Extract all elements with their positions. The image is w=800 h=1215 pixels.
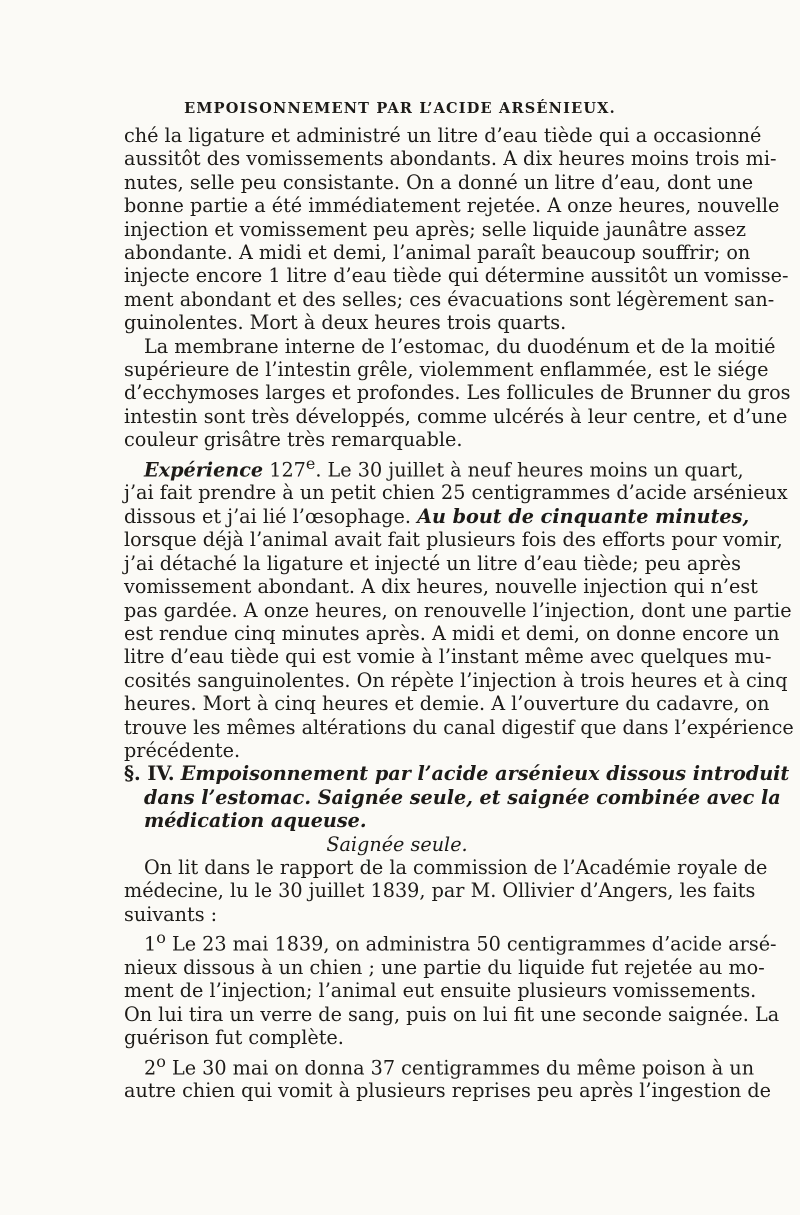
text-line: ché la ligature et administré un litre d’eau tiède qui a occasionné xyxy=(124,124,762,147)
text-line: injection et vomissement peu après; selle liquide jaunâtre assez xyxy=(124,217,747,241)
experience-line: heures. Mort à cinq heures et demie. A l’ouverture du cadavre, on xyxy=(124,692,770,716)
experience-line: cosités sanguinolentes. On répète l’injection à trois heures et à cinq xyxy=(124,668,788,692)
intro-paragraphs xyxy=(124,124,791,452)
experience-line: lorsque déjà l’animal avait fait plusieurs fois des efforts pour vomir, xyxy=(124,528,783,552)
experience-line: trouve les mêmes altérations du canal digestif que dans l’expérience xyxy=(124,715,794,739)
experience-line: pas gardée. A onze heures, on renouvelle l’injection, dont une partie xyxy=(124,598,792,622)
section-title-part: Empoisonnement par l’acide arsénieux dissous introduit xyxy=(180,762,790,786)
text-line: couleur grisâtre très remarquable. xyxy=(124,428,463,452)
text-line: intestin sont très développés, comme ulcérés à leur centre, et d’une xyxy=(124,404,788,428)
subheading: Saignée seule. xyxy=(326,832,468,856)
text-line: nutes, selle peu consistante. On a donné un litre d’eau, dont une xyxy=(124,170,754,194)
experience-line-part: dissous et j’ai lié l’œsophage. xyxy=(124,504,412,528)
case-1-line: ment de l’injection; l’animal eut ensuite plusieurs vomissements. xyxy=(124,979,757,1003)
report-line: On lit dans le rapport de la commission de l’Académie royale de xyxy=(144,855,768,879)
experience-127-body xyxy=(124,528,794,739)
experience-first-line-text: . Le 30 juillet à neuf heures moins un quart, xyxy=(315,458,744,482)
experience-italic-phrase: Au bout de cinquante minutes, xyxy=(417,504,750,528)
case-1-first-line xyxy=(124,926,777,956)
experience-label: Expérience xyxy=(144,458,264,482)
experience-line: vomissement abondant. A dix heures, nouvelle injection qui n’est xyxy=(124,575,758,599)
case-1-line: guérison fut complète. xyxy=(124,1026,344,1050)
text-line: aussitôt des vomissements abondants. A dix heures moins trois mi- xyxy=(124,147,777,171)
text-line: injecte encore 1 litre d’eau tiède qui détermine aussitôt un vomisse- xyxy=(124,264,789,288)
experience-line: litre d’eau tiède qui est vomie à l’instant même avec quelques mu- xyxy=(124,645,772,669)
case-text: Le 30 mai on donna 37 centigrammes du même poison à un xyxy=(165,1056,755,1080)
section-heading-line: dans l’estomac. Saignée seule, et saignée combinée avec la xyxy=(144,785,781,809)
text-line: bonne partie a été immédiatement rejetée. A onze heures, nouvelle xyxy=(124,194,780,218)
report-line: médecine, lu le 30 juillet 1839, par M. Ollivier d’Angers, les faits xyxy=(124,879,756,903)
experience-number-suffix: e xyxy=(305,453,316,473)
case-2-first-line xyxy=(124,1050,755,1080)
case-1-line: nieux dissous à un chien ; une partie du liquide fut rejetée au mo- xyxy=(124,956,765,979)
experience-line: j’ai détaché la ligature et injecté un litre d’eau tiède; peu après xyxy=(124,551,741,575)
experience-127-first-line xyxy=(124,452,744,482)
experience-last-line: précédente. xyxy=(124,738,241,762)
case-1-line: On lui tira un verre de sang, puis on lui fit une seconde saignée. La xyxy=(124,1002,780,1026)
section-heading-line: médication aqueuse. xyxy=(144,809,367,833)
text-line: guinolentes. Mort à deux heures trois quarts. xyxy=(124,311,567,335)
section-mark: §. IV. xyxy=(124,762,175,786)
experience-number: 127 xyxy=(269,458,306,482)
text-line: abondante. A midi et demi, l’animal paraît beaucoup souffrir; on xyxy=(124,241,751,265)
text-line: d’ecchymoses larges et profondes. Les follicules de Brunner du gros xyxy=(124,381,791,405)
case-number-suffix: o xyxy=(156,928,166,948)
experience-line xyxy=(124,504,750,528)
text-line: La membrane interne de l’estomac, du duodénum et de la moitié xyxy=(144,334,776,358)
text-line: ment abondant et des selles; ces évacuations sont légèrement san- xyxy=(124,287,775,311)
case-number-suffix: o xyxy=(156,1051,166,1071)
report-line: suivants : xyxy=(124,902,218,926)
case-text: Le 23 mai 1839, on administra 50 centigrammes d’acide arsé- xyxy=(165,932,777,956)
body-text xyxy=(124,124,794,1103)
case-2-line: autre chien qui vomit à plusieurs reprises peu après l’ingestion de xyxy=(124,1079,771,1103)
text-line: supérieure de l’intestin grêle, violemment enflammée, est le siége xyxy=(124,358,769,382)
experience-line: j’ai fait prendre à un petit chien 25 centigrammes d’acide arsénieux xyxy=(124,481,788,505)
experience-line: est rendue cinq minutes après. A midi et demi, on donne encore un xyxy=(124,621,780,645)
case-number: 1 xyxy=(144,932,157,956)
section-heading-line xyxy=(124,762,790,786)
case-number: 2 xyxy=(144,1056,157,1080)
running-head: EMPOISONNEMENT PAR L’ACIDE ARSÉNIEUX. xyxy=(184,100,616,117)
